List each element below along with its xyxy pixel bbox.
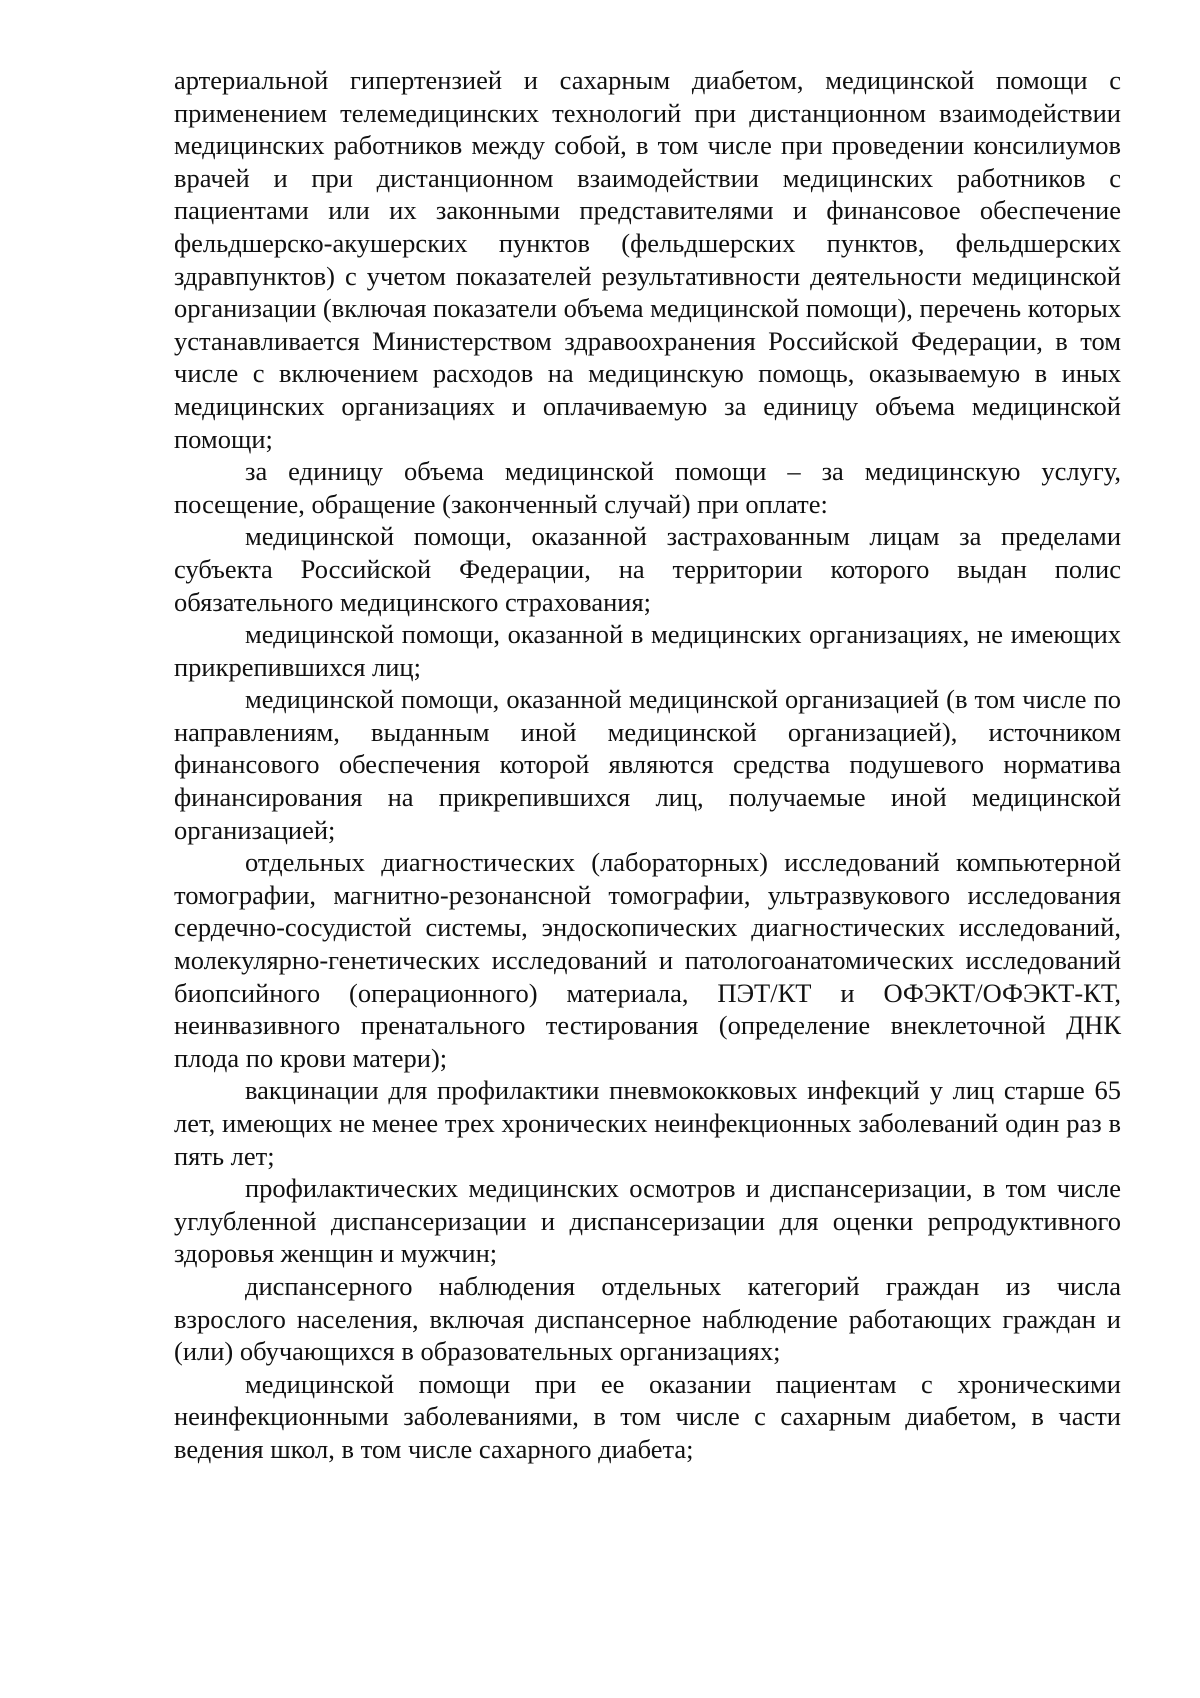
paragraph-referrals: медицинской помощи, оказанной медицинской организацией (в том числе по направлениям, выданным иной медицинской организацией), источником финансового обеспечения которой являются средства подушевого норматива финансирования на прикрепившихся лиц, получаемые иной медицинской организацией;: [174, 684, 1121, 845]
document-body: [174, 64, 1121, 1466]
paragraph-vaccination: вакцинации для профилактики пневмококковых инфекций у лиц старше 65 лет, имеющих не менее трех хронических неинфекционных заболеваний один раз в пять лет;: [174, 1075, 1121, 1171]
paragraph-continued: артериальной гипертензией и сахарным диабетом, медицинской помощи с применением телемедицинских технологий при дистанционном взаимодействии медицинских работников между собой, в том числе при проведении консилиумов врачей и при дистанционном взаимодействии медицинских работников с пациентами или их законными представителями и финансовое обеспечение фельдшерско-акушерских пунктов (фельдшерских пунктов, фельдшерских здравпунктов) с учетом показателей результативности деятельности медицинской организации (включая показатели объема медицинской помощи), перечень которых устанавливается Министерством здравоохранения Российской Федерации, в том числе с включением расходов на медицинскую помощь, оказываемую в иных медицинских организациях и оплачиваемую за единицу объема медицинской помощи;: [174, 65, 1121, 454]
paragraph-observation: диспансерного наблюдения отдельных категорий граждан из числа взрослого населения, включая диспансерное наблюдение работающих граждан и (или) обучающихся в образовательных организациях;: [174, 1270, 1121, 1367]
paragraph-checkups: профилактических медицинских осмотров и диспансеризации, в том числе углубленной диспансеризации и диспансеризации для оценки репродуктивного здоровья женщин и мужчин;: [174, 1173, 1121, 1269]
paragraph-chronic-schools: медицинской помощи при ее оказании пациентам с хроническими неинфекционными заболеваниями, в том числе с сахарным диабетом, в части ведения школ, в том числе сахарного диабета;: [174, 1368, 1121, 1464]
paragraph-diagnostics: отдельных диагностических (лабораторных) исследований компьютерной томографии, магнитно-резонансной томографии, ультразвукового исследования сердечно-сосудистой системы, эндоскопических диагностических исследований, молекулярно-генетических исследований и патологоанатомических исследований биопсийного (операционного) материала, ПЭТ/КТ и ОФЭКТ/ОФЭКТ-КТ, неинвазивного пренатального тестирования (определение внеклеточной ДНК плода по крови матери);: [174, 847, 1121, 1073]
paragraph-no-attached: медицинской помощи, оказанной в медицинских организациях, не имеющих прикрепившихся лиц;: [174, 619, 1121, 682]
paragraph-unit-payment: за единицу объема медицинской помощи – за медицинскую услугу, посещение, обращение (законченный случай) при оплате:: [174, 456, 1121, 519]
paragraph-outside-region: медицинской помощи, оказанной застрахованным лицам за пределами субъекта Российской Федерации, на территории которого выдан полис обязательного медицинского страхования;: [174, 521, 1121, 617]
